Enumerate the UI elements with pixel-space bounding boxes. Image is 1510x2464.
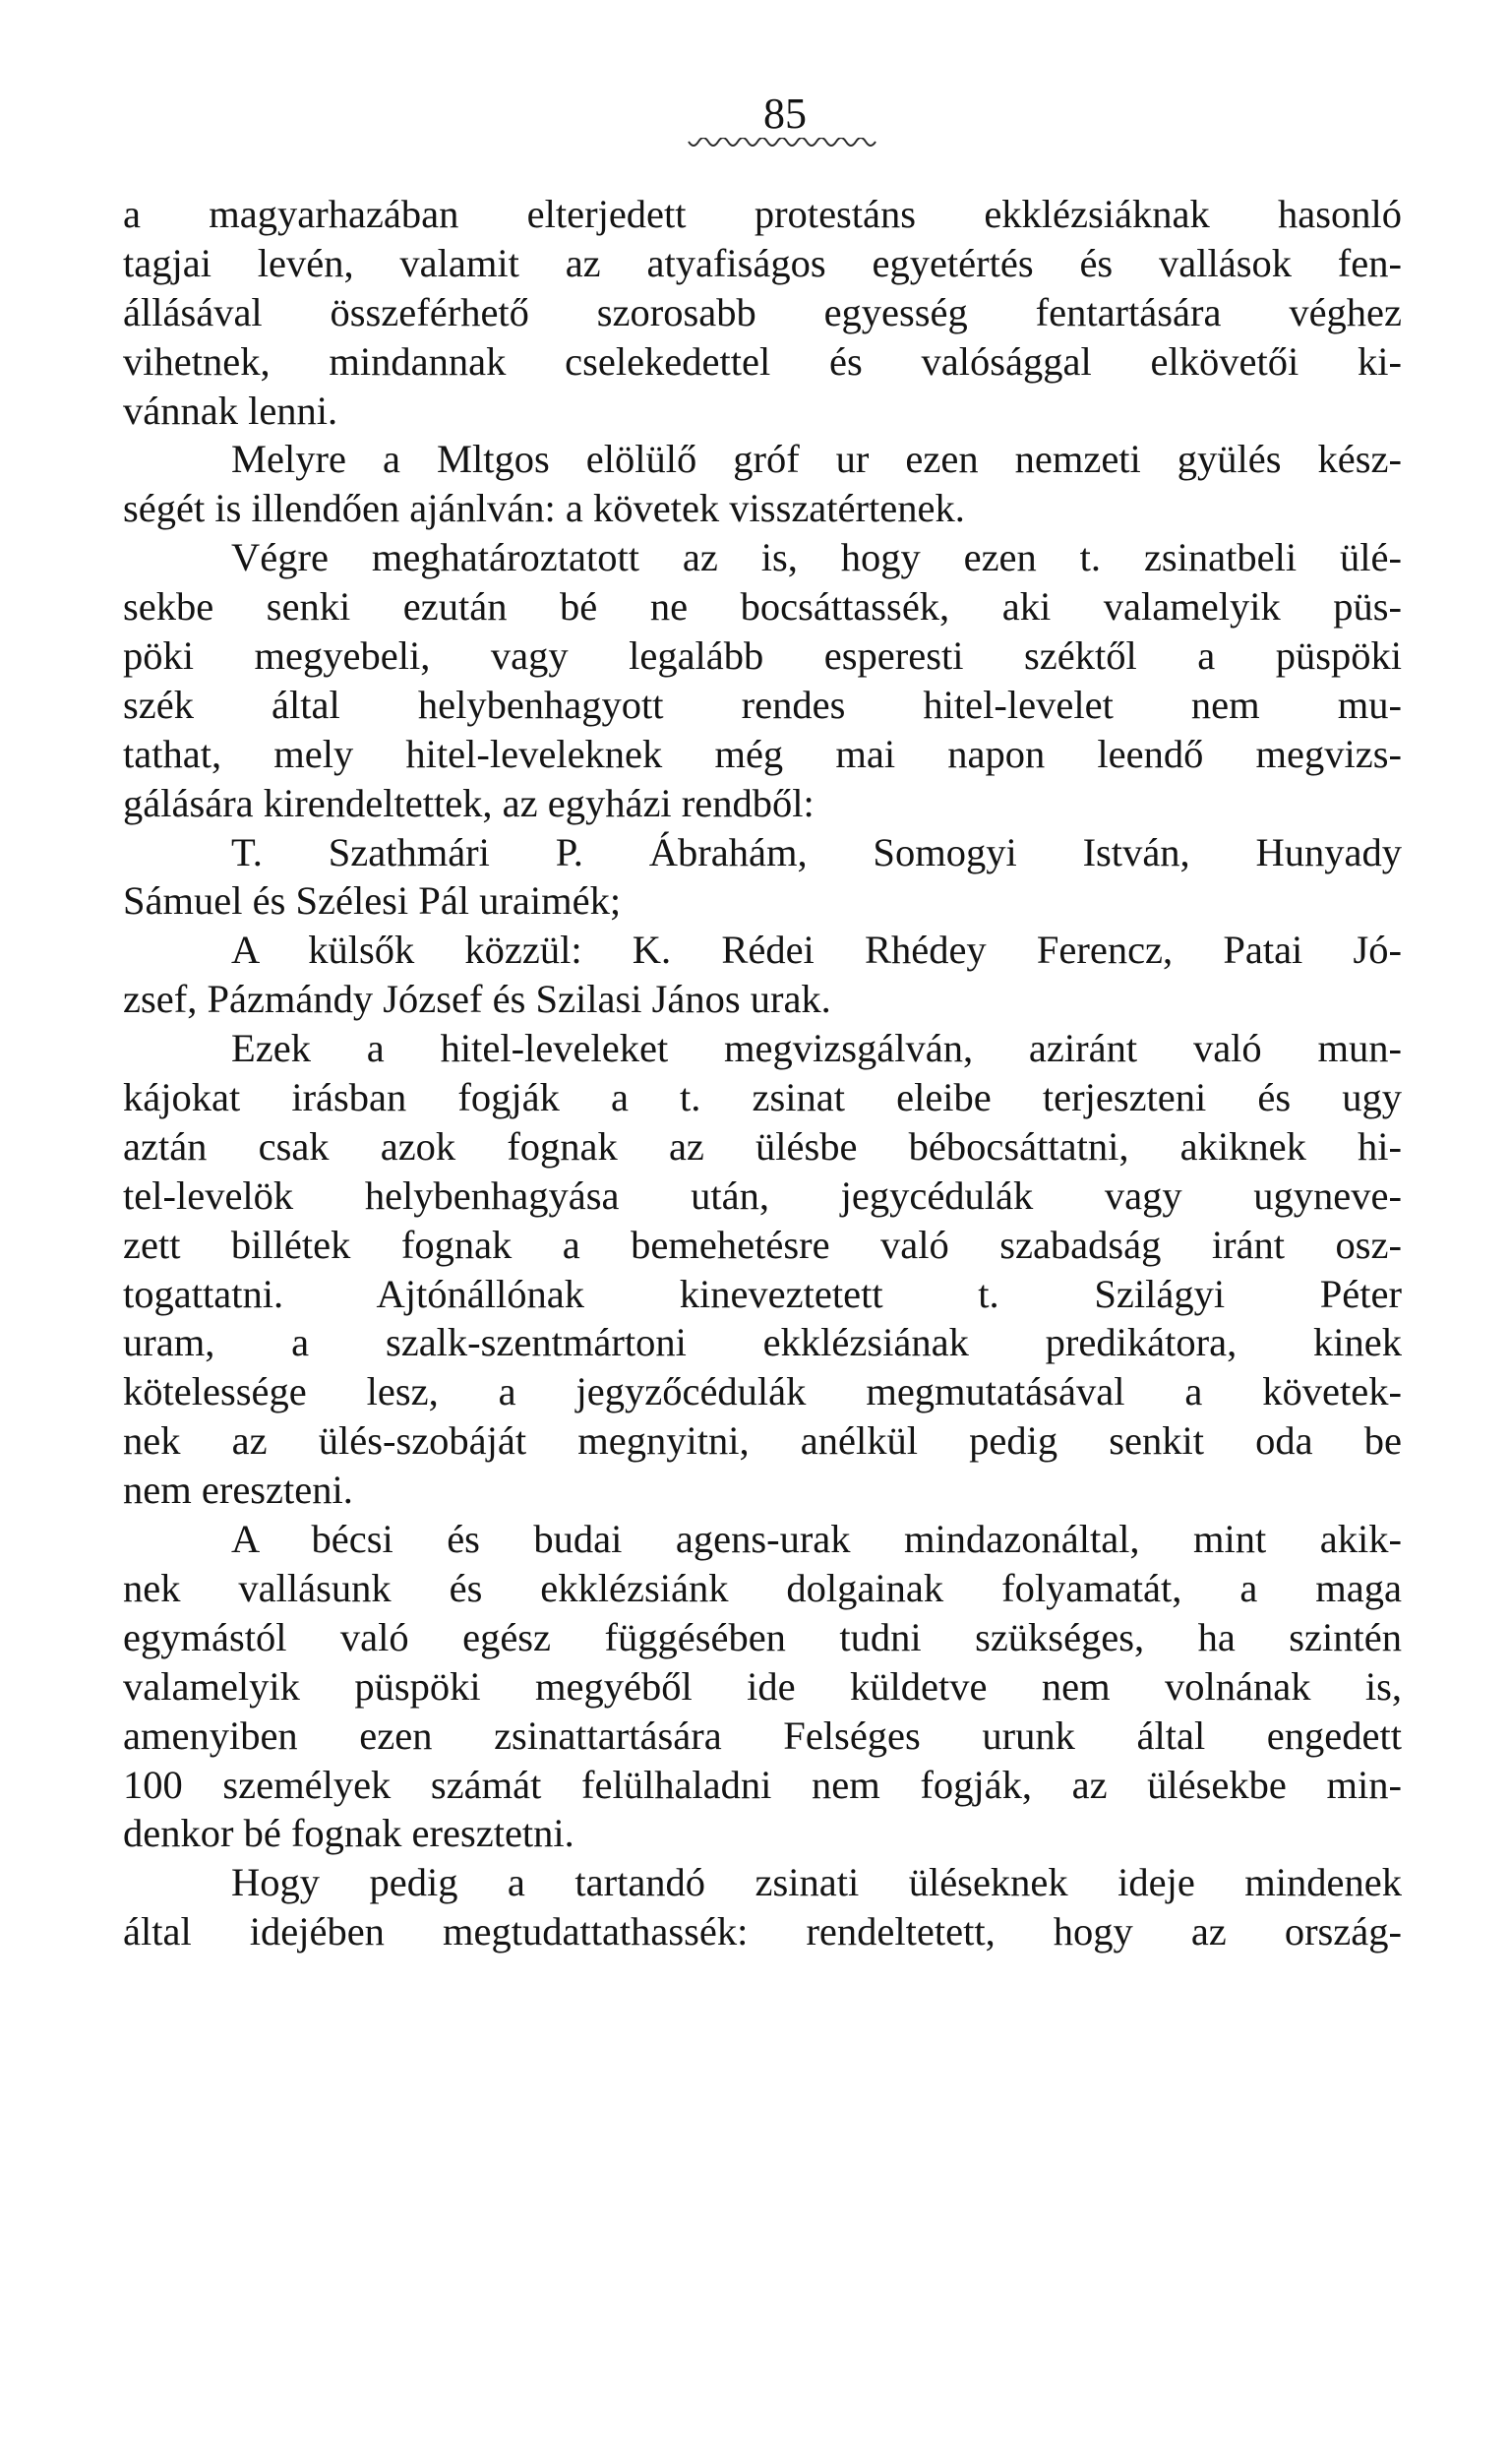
body-text <box>123 190 1402 1956</box>
text-line: gálására kirendeltettek, az egyházi rendből: <box>123 780 815 825</box>
text-line: valamelyik püspöki megyéből ide küldetve nem volnának is, <box>123 1663 1402 1709</box>
text-line: Melyre a Mltgos elölülő gróf ur ezen nemzeti gyülés kész- <box>231 437 1402 482</box>
text-line: denkor bé fognak eresztetni. <box>123 1811 574 1856</box>
text-line: Sámuel és Szélesi Pál uraimék; <box>123 878 622 924</box>
text-line: állásával összeférhető szorosabb egyesség fentartására véghez <box>123 289 1402 334</box>
text-line: A külsők közzül: K. Rédei Rhédey Ferencz, Patai Jó- <box>231 928 1402 973</box>
text-line: ségét is illendően ajánlván: a követek visszatértenek. <box>123 486 965 531</box>
text-line: A bécsi és budai agens-urak mindazonáltal, mint akik- <box>231 1517 1402 1562</box>
text-line: 100 személyek számát felülhaladni nem fogják, az ülésekbe min- <box>123 1762 1402 1807</box>
text-line: zett billétek fognak a bemehetésre való szabadság iránt osz- <box>123 1222 1402 1267</box>
text-line: T. Szathmári P. Ábrahám, Somogyi István, Hunyady <box>231 829 1402 874</box>
text-line: Hogy pedig a tartandó zsinati üléseknek ideje mindenek <box>231 1860 1402 1905</box>
text-line: aztán csak azok fognak az ülésbe bébocsáttatni, akiknek hi- <box>123 1123 1402 1169</box>
text-line: pöki megyebeli, vagy legalább esperesti széktől a püspöki <box>123 633 1402 679</box>
text-line: tagjai levén, valamit az atyafiságos egyetértés és vallások fen- <box>123 240 1402 285</box>
page-number: 85 <box>763 90 807 138</box>
text-line: amenyiben ezen zsinattartására Felséges urunk által engedett <box>123 1713 1402 1758</box>
text-line: vihetnek, mindannak cselekedettel és valósággal elkövetői ki- <box>123 338 1402 384</box>
text-line: nek vallásunk és ekklézsiánk dolgainak folyamatát, a maga <box>123 1565 1402 1610</box>
wavy-ornament-icon <box>687 138 883 151</box>
text-line: Ezek a hitel-leveleket megvizsgálván, aziránt való mun- <box>231 1026 1402 1071</box>
text-line: Végre meghatároztatott az is, hogy ezen t. zsinatbeli ülé- <box>231 535 1402 580</box>
text-line: sekbe senki ezután bé ne bocsáttassék, aki valamelyik püs- <box>123 584 1402 630</box>
text-line: togattatni. Ajtónállónak kineveztetett t. Szilágyi Péter <box>123 1271 1402 1316</box>
text-line: nek az ülés-szobáját megnyitni, anélkül pedig senkit oda be <box>123 1418 1402 1464</box>
text-line: tathat, mely hitel-leveleknek még mai napon leendő megvizs- <box>123 731 1402 776</box>
text-line: kájokat irásban fogják a t. zsinat eleibe terjeszteni és ugy <box>123 1075 1402 1120</box>
text-line: vánnak lenni. <box>123 388 338 433</box>
page-header <box>667 90 903 151</box>
text-line: nem ereszteni. <box>123 1468 353 1513</box>
text-line: a magyarhazában elterjedett protestáns ekklézsiáknak hasonló <box>123 192 1402 236</box>
text-line: egymástól való egész függésében tudni szükséges, ha szintén <box>123 1614 1402 1659</box>
text-line: kötelessége lesz, a jegyzőcédulák megmutatásával a követek- <box>123 1369 1402 1414</box>
text-line: tel-levelök helybenhagyása után, jegycédulák vagy ugyneve- <box>123 1172 1402 1218</box>
text-line: zsef, Pázmándy József és Szilasi János urak. <box>123 977 831 1022</box>
text-line: szék által helybenhagyott rendes hitel-levelet nem mu- <box>123 682 1402 727</box>
text-line: uram, a szalk-szentmártoni ekklézsiának predikátora, kinek <box>123 1320 1402 1365</box>
text-line: által idejében megtudattathassék: rendeltetett, hogy az ország- <box>123 1909 1402 1954</box>
